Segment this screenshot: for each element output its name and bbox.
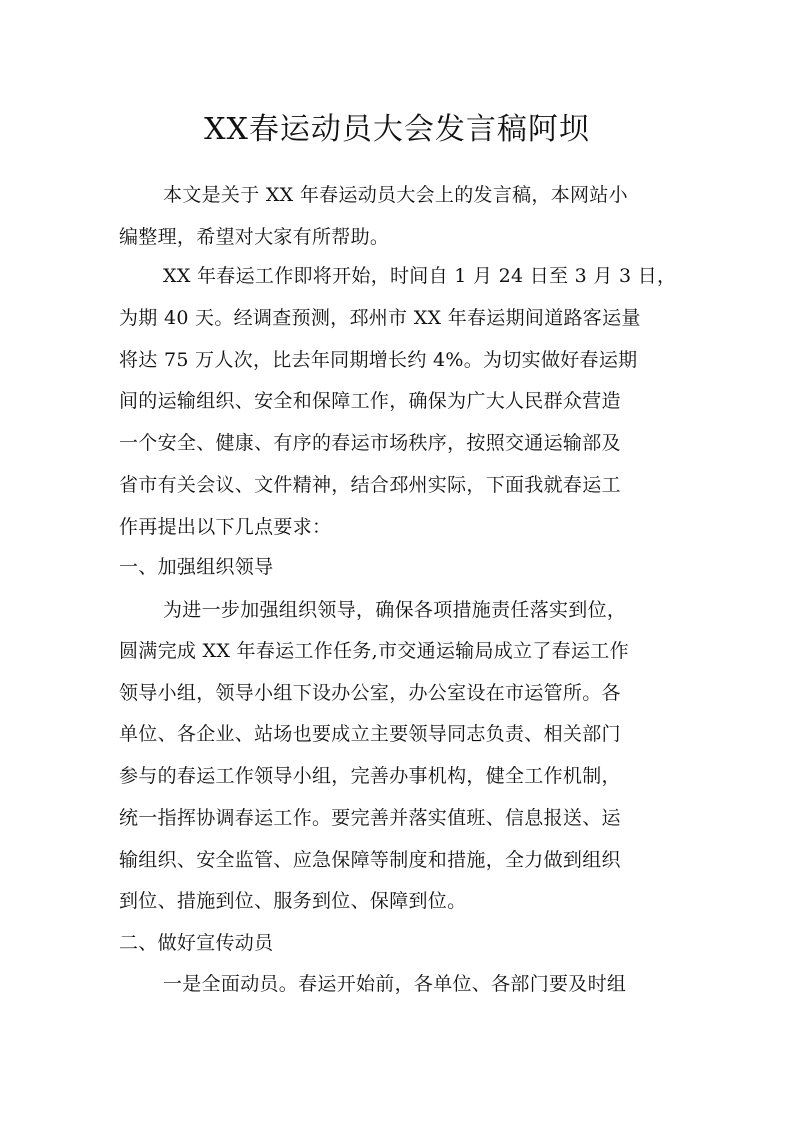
paragraph-line: 参与的春运工作领导小组，完善办事机构，健全工作机制， [119,765,621,787]
paragraph-line: 一是全面动员。春运开始前，各单位、各部门要及时组 [163,973,627,995]
paragraph-line: 一个安全、健康、有序的春运市场秩序，按照交通运输部及 [119,432,621,454]
intro-line-2: 编整理，希望对大家有所帮助。 [119,226,390,248]
paragraph-line: 省市有关会议、文件精神，结合邳州实际，下面我就春运工 [119,474,621,496]
paragraph-line: 输组织、安全监管、应急保障等制度和措施，全力做到组织 [119,849,621,871]
paragraph-line: 单位、各企业、站场也要成立主要领导同志负责、相关部门 [119,723,621,745]
paragraph-line: XX 年春运工作即将开始，时间自 1 月 24 日至 3 月 3 日， [163,265,677,287]
paragraph-line: 间的运输组织、安全和保障工作，确保为广大人民群众营造 [119,390,621,412]
paragraph-line: 到位、措施到位、服务到位、保障到位。 [119,890,467,912]
document-title: XX春运动员大会发言稿阿坝 [204,112,590,147]
paragraph-line: 圆满完成 XX 年春运工作任务,市交通运输局成立了春运工作 [119,640,629,662]
paragraph-line: 领导小组，领导小组下设办公室，办公室设在市运管所。各 [119,682,621,704]
paragraph-line: 作再提出以下几点要求： [119,516,332,538]
paragraph-line: 为进一步加强组织领导，确保各项措施责任落实到位， [163,599,627,621]
paragraph-line: 为期 40 天。经调查预测，邳州市 XX 年春运期间道路客运量 [119,307,641,329]
section-heading-2: 二、做好宣传动员 [119,932,274,954]
paragraph-line: 将达 75 万人次，比去年同期增长约 4%。为切实做好春运期 [119,349,638,371]
section-heading-1: 一、加强组织领导 [119,556,274,578]
paragraph-line: 统一指挥协调春运工作。要完善并落实值班、信息报送、运 [119,807,621,829]
intro-line-1: 本文是关于 XX 年春运动员大会上的发言稿，本网站小 [163,184,628,206]
